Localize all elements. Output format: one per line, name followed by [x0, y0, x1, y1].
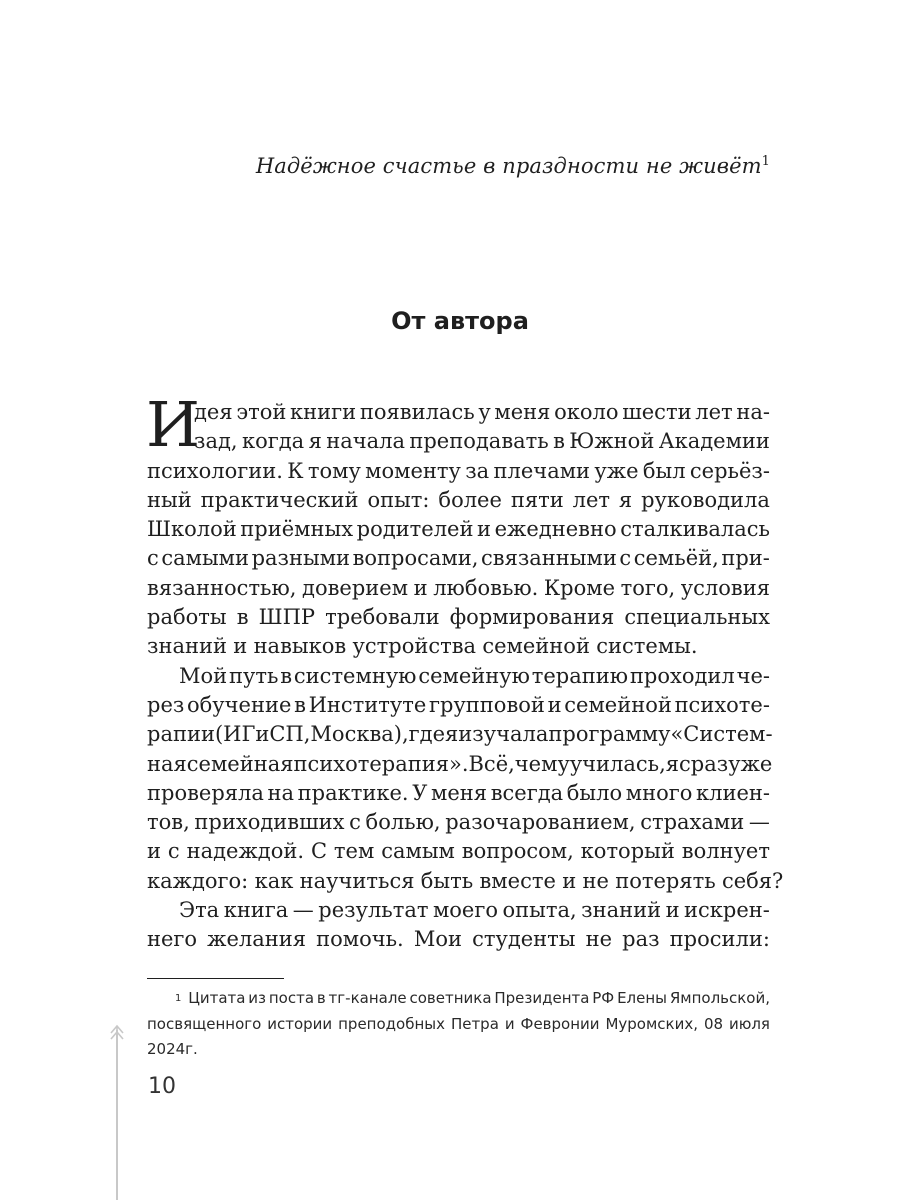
word: Эта: [179, 898, 220, 923]
word: 08: [703, 1014, 724, 1033]
word: групповой: [429, 692, 545, 717]
word: каждого:: [147, 868, 249, 893]
text-line: [147, 720, 773, 749]
word: серьёз-: [689, 458, 770, 483]
word: лет: [695, 400, 733, 424]
word: Москва),: [310, 722, 409, 747]
word: программу: [548, 722, 671, 747]
word: советника: [409, 989, 492, 1007]
word: всегда: [490, 780, 564, 805]
word: ШПР: [258, 605, 316, 630]
word: связанными: [481, 546, 617, 571]
word: из: [248, 989, 267, 1007]
word: формирования: [449, 605, 615, 630]
word: Президента: [494, 989, 590, 1007]
epigraph: [150, 154, 770, 178]
word: который: [580, 839, 675, 864]
word: семейной: [564, 692, 672, 717]
word: чему: [514, 751, 570, 776]
text-line: [147, 837, 770, 866]
word: уже: [594, 458, 639, 483]
word: было: [566, 780, 623, 805]
word: него: [147, 927, 198, 952]
word: путь: [229, 663, 279, 688]
word: около: [554, 400, 619, 424]
word: с: [147, 546, 159, 571]
footnote-mark: 1: [175, 993, 182, 1004]
word: проверяла: [147, 780, 264, 805]
word: пяти: [510, 487, 564, 512]
text-line: [147, 662, 770, 691]
text-line: [147, 603, 770, 632]
word: в: [553, 429, 565, 454]
word: преподобных: [338, 1014, 445, 1033]
word: и: [147, 839, 161, 864]
word: и: [562, 868, 577, 893]
word: приёмных: [240, 517, 354, 542]
word: страхами: [640, 810, 745, 835]
text-line: [147, 398, 770, 427]
word: просили:: [669, 927, 770, 952]
word: и: [665, 898, 680, 923]
word: раз: [622, 927, 660, 952]
word: С: [310, 839, 328, 864]
word: вопросом,: [461, 839, 574, 864]
word: самыми: [161, 546, 249, 571]
word: много: [625, 780, 693, 805]
text-line: [147, 574, 770, 603]
word: появилась: [359, 400, 475, 424]
word: Цитата: [188, 989, 246, 1007]
word: психологии.: [147, 458, 283, 483]
word: вязанностью,: [147, 575, 297, 600]
word: терапию: [531, 663, 629, 688]
word: и: [477, 517, 492, 542]
word: на: [267, 780, 295, 805]
text-line: [147, 544, 770, 573]
word: приходивших: [194, 810, 345, 835]
word: доверием: [302, 575, 409, 600]
word: вместе: [479, 868, 556, 893]
word: семейной: [482, 634, 590, 659]
word: меня: [431, 780, 488, 805]
word: изучала: [458, 722, 549, 747]
word: за: [465, 458, 490, 483]
word: —: [748, 810, 770, 835]
word: желания: [207, 927, 307, 952]
word: лет: [572, 487, 610, 512]
word: семейную: [418, 663, 530, 688]
text-line: [147, 896, 770, 925]
word: моего: [432, 898, 499, 923]
word: того,: [620, 575, 676, 600]
word: не: [582, 868, 609, 893]
side-margin-line: [116, 1030, 118, 1200]
word: работы: [147, 605, 227, 630]
word: у: [478, 400, 491, 424]
word: родителей: [356, 517, 474, 542]
word: на-: [736, 400, 770, 424]
word: потерять: [615, 868, 716, 893]
word: себя?: [721, 868, 784, 893]
word: (ИГиСП,: [214, 722, 311, 747]
word: вопросами,: [352, 546, 479, 571]
word: же: [740, 751, 773, 776]
word: устройства: [352, 634, 477, 659]
word: с: [349, 810, 361, 835]
text-line: [147, 632, 770, 661]
word: быть: [420, 868, 474, 893]
word: семьёй,: [633, 546, 719, 571]
word: знаний: [147, 634, 227, 659]
word: я: [308, 429, 322, 454]
word: ный: [147, 487, 192, 512]
word: в: [280, 663, 293, 688]
word: требовали: [325, 605, 440, 630]
word: специальных: [624, 605, 770, 630]
drop-cap: И: [146, 388, 201, 461]
footnote-separator: [147, 978, 284, 979]
footnote-line: [147, 1037, 770, 1063]
word: и: [413, 575, 428, 600]
word: где: [408, 722, 446, 747]
footnote-line: [147, 986, 770, 1012]
word: системную: [293, 663, 417, 688]
word: К: [287, 458, 304, 483]
word: и: [233, 634, 248, 659]
word: дея: [194, 400, 233, 424]
text-line: [147, 515, 770, 544]
word: поста: [268, 989, 315, 1007]
word: —: [292, 898, 314, 923]
word: разными: [251, 546, 351, 571]
word: Ямпольской,: [669, 989, 770, 1007]
word: болью,: [365, 810, 441, 835]
word: семейная: [186, 751, 294, 776]
word: Муромских,: [605, 1014, 698, 1033]
word: шести: [622, 400, 692, 424]
word: истории: [267, 1014, 333, 1033]
word: тому: [307, 458, 361, 483]
word: опыт:: [367, 487, 430, 512]
word: начала: [326, 429, 405, 454]
word: научиться: [299, 868, 415, 893]
word: знаний: [581, 898, 662, 923]
word: Мой: [179, 663, 228, 688]
word: опыта,: [502, 898, 577, 923]
word: книги: [290, 400, 357, 424]
word: этой: [236, 400, 287, 424]
word: Южной: [569, 429, 655, 454]
word: я: [618, 487, 633, 512]
word: более: [438, 487, 502, 512]
word: сталкивалась: [620, 517, 770, 542]
word: моменту: [365, 458, 461, 483]
arrow-up-icon: [109, 1024, 125, 1046]
word: волнует: [681, 839, 770, 864]
word: тов,: [147, 810, 190, 835]
footnote: [147, 986, 770, 1063]
word: РФ: [592, 989, 615, 1007]
word: клиен-: [696, 780, 770, 805]
text-line: [147, 486, 770, 515]
word: в: [316, 989, 326, 1007]
word: У: [412, 780, 428, 805]
word: ежедневно: [494, 517, 617, 542]
word: че-: [736, 663, 770, 688]
word: я: [665, 751, 680, 776]
word: в: [294, 692, 306, 717]
word: Всё,: [468, 751, 515, 776]
epigraph-text: Надёжное счастье в праздности не живёт: [255, 154, 762, 178]
word: в: [236, 605, 249, 630]
word: когда: [241, 429, 305, 454]
word: 2024г.: [147, 1040, 198, 1058]
word: обучение: [187, 692, 292, 717]
word: ная: [147, 751, 187, 776]
text-line: [147, 750, 773, 779]
word: плечами: [493, 458, 591, 483]
word: книга: [223, 898, 289, 923]
word: Кроме: [543, 575, 616, 600]
text-line: [147, 691, 770, 720]
footnote-line: [147, 1012, 770, 1038]
word: практический: [200, 487, 359, 512]
word: преподавать: [409, 429, 549, 454]
word: рез: [147, 692, 185, 717]
word: меня: [494, 400, 551, 424]
word: психоте-: [674, 692, 770, 717]
word: рапии: [147, 722, 215, 747]
word: Петра: [450, 1014, 499, 1033]
word: училась,: [569, 751, 666, 776]
page-number: 10: [148, 1074, 176, 1099]
word: и: [547, 692, 562, 717]
word: Мои: [413, 927, 462, 952]
word: тг-канале: [328, 989, 407, 1007]
word: студенты: [472, 927, 576, 952]
text-line: [147, 457, 770, 486]
word: Академии: [658, 429, 770, 454]
word: надеждой.: [186, 839, 305, 864]
word: с: [619, 546, 632, 571]
word: не: [585, 927, 613, 952]
word: практике.: [297, 780, 409, 805]
word: результат: [318, 898, 429, 923]
word: искрен-: [684, 898, 770, 923]
word: Февронии: [520, 1014, 600, 1033]
word: условия: [680, 575, 770, 600]
word: руководила: [641, 487, 770, 512]
word: с: [167, 839, 180, 864]
text-line: [147, 867, 784, 896]
epigraph-footnote-ref[interactable]: 1: [761, 154, 770, 169]
section-heading: От автора: [391, 307, 529, 335]
word: психотерапия».: [293, 751, 469, 776]
text-line: [147, 925, 770, 954]
word: навыков: [253, 634, 347, 659]
word: помочь.: [316, 927, 404, 952]
word: системы.: [596, 634, 698, 659]
text-line: [147, 779, 770, 808]
word: посвященного: [147, 1014, 262, 1033]
word: проходил: [629, 663, 735, 688]
word: июля: [728, 1014, 770, 1033]
word: зад,: [194, 429, 238, 454]
word: сразу: [679, 751, 741, 776]
text-line: [147, 808, 770, 837]
body-text: [146, 388, 784, 955]
word: и: [504, 1014, 515, 1033]
text-line: [147, 427, 770, 456]
word: при-: [721, 546, 770, 571]
word: самым: [381, 839, 455, 864]
word: Елены: [617, 989, 668, 1007]
word: был: [642, 458, 686, 483]
word: Школой: [147, 517, 237, 542]
word: Институте: [308, 692, 427, 717]
word: я: [445, 722, 459, 747]
word: как: [254, 868, 294, 893]
word: «Систем-: [670, 722, 773, 747]
word: разочарованием,: [445, 810, 636, 835]
word: тем: [333, 839, 375, 864]
word: любовью.: [433, 575, 539, 600]
